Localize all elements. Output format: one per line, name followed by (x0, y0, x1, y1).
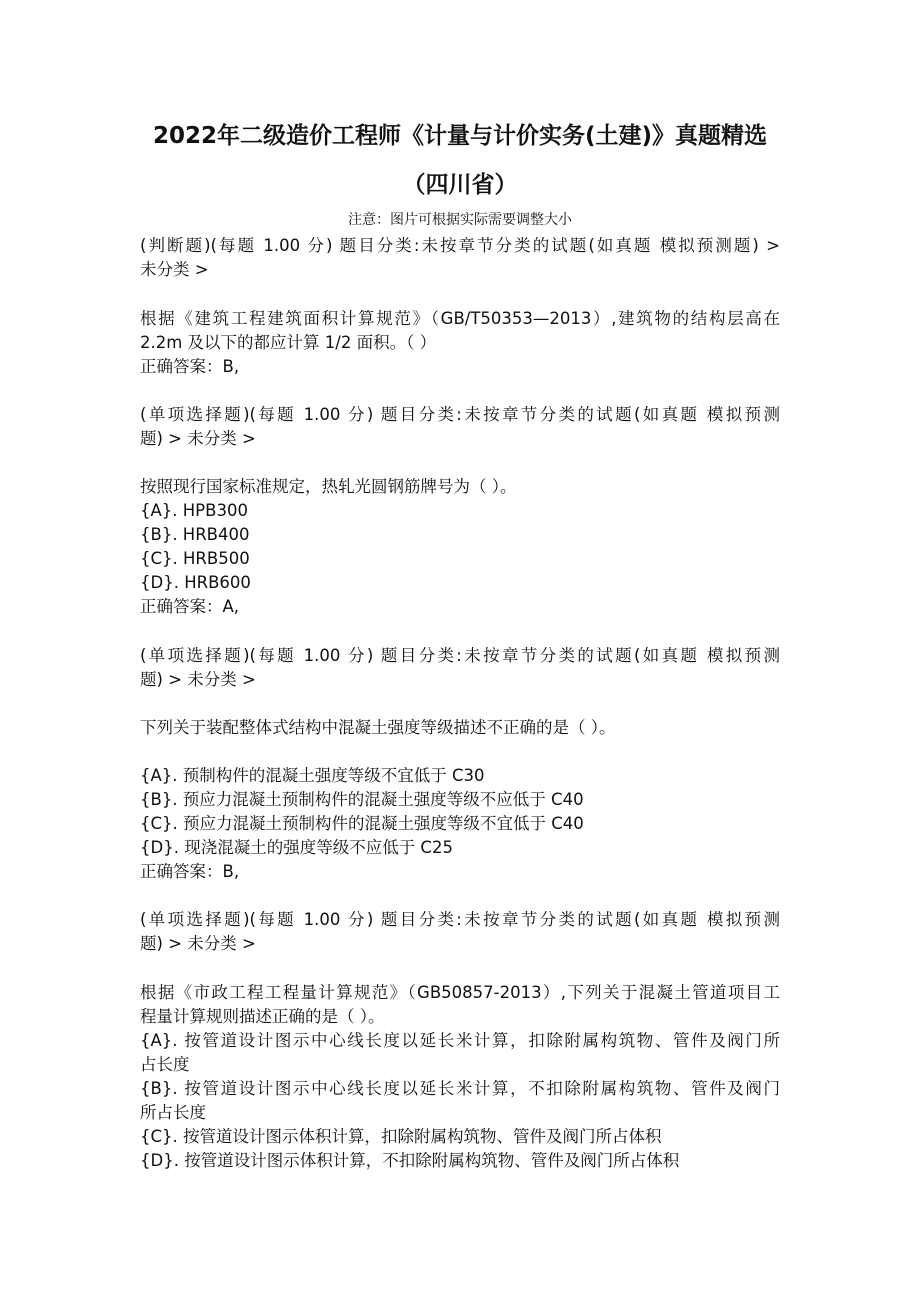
question-4-option-a-line1: {A}. 按管道设计图示中心线长度以延长米计算，扣除附属构筑物、管件及阀门所 (140, 1031, 780, 1050)
question-2-stem: 按照现行国家标准规定，热轧光圆钢筋牌号为（ ）。 (140, 477, 517, 496)
question-4-option-d: {D}. 按管道设计图示体积计算，不扣除附属构筑物、管件及阀门所占体积 (140, 1151, 680, 1170)
question-2-option-b: {B}. HRB400 (140, 525, 250, 544)
question-2-option-d: {D}. HRB600 (140, 573, 251, 592)
question-1-stem-line1: 根据《建筑工程建筑面积计算规范》（GB/T50353—2013）,建筑物的结构层高在 (140, 309, 780, 328)
question-1-header-line2: 未分类 > (140, 260, 209, 279)
question-3-option-c: {C}. 预应力混凝土预制构件的混凝土强度等级不宜低于 C40 (140, 814, 584, 833)
question-4-header-line2: 题) > 未分类 > (140, 934, 256, 953)
question-3-stem: 下列关于装配整体式结构中混凝土强度等级描述不正确的是（ ）。 (140, 718, 616, 737)
question-4-option-a-line2: 占长度 (140, 1055, 190, 1074)
question-1-stem-line2: 2.2m 及以下的都应计算 1/2 面积。（ ） (140, 333, 437, 352)
question-3-answer: 正确答案：B, (140, 862, 240, 881)
question-2-header-line2: 题) > 未分类 > (140, 429, 256, 448)
question-2-header-line1: (单项选择题)(每题 1.00 分) 题目分类:未按章节分类的试题(如真题 模拟预测 (140, 405, 780, 424)
question-3-header-line2: 题) > 未分类 > (140, 670, 256, 689)
question-4-option-b-line1: {B}. 按管道设计图示中心线长度以延长米计算，不扣除附属构筑物、管件及阀门 (140, 1079, 780, 1098)
question-4-option-b-line2: 所占长度 (140, 1103, 206, 1122)
question-2-option-a: {A}. HPB300 (140, 501, 248, 520)
question-2-option-c: {C}. HRB500 (140, 549, 250, 568)
question-4-header-line1: (单项选择题)(每题 1.00 分) 题目分类:未按章节分类的试题(如真题 模拟预测 (140, 910, 780, 929)
document-title-line2: （四川省） (402, 172, 518, 198)
question-4-stem-line1: 根据《市政工程工程量计算规范》（GB50857-2013）,下列关于混凝土管道项目工 (140, 983, 780, 1002)
question-3-option-b: {B}. 预应力混凝土预制构件的混凝土强度等级不应低于 C40 (140, 790, 584, 809)
question-3-option-d: {D}. 现浇混凝土的强度等级不应低于 C25 (140, 838, 453, 857)
document-note: 注意：图片可根据实际需要调整大小 (348, 212, 572, 228)
question-1-answer: 正确答案：B, (140, 357, 240, 376)
question-1-header-line1: (判断题)(每题 1.00 分) 题目分类:未按章节分类的试题(如真题 模拟预测题) > (140, 236, 780, 255)
question-4-stem-line2: 程量计算规则描述正确的是（ ）。 (140, 1007, 385, 1026)
question-3-header-line1: (单项选择题)(每题 1.00 分) 题目分类:未按章节分类的试题(如真题 模拟预测 (140, 646, 780, 665)
question-3-option-a: {A}. 预制构件的混凝土强度等级不宜低于 C30 (140, 766, 485, 785)
question-2-answer: 正确答案：A, (140, 597, 240, 616)
document-title-line1: 2022年二级造价工程师《计量与计价实务(土建)》真题精选 (152, 123, 768, 149)
question-4-option-c: {C}. 按管道设计图示体积计算，扣除附属构筑物、管件及阀门所占体积 (140, 1127, 662, 1146)
